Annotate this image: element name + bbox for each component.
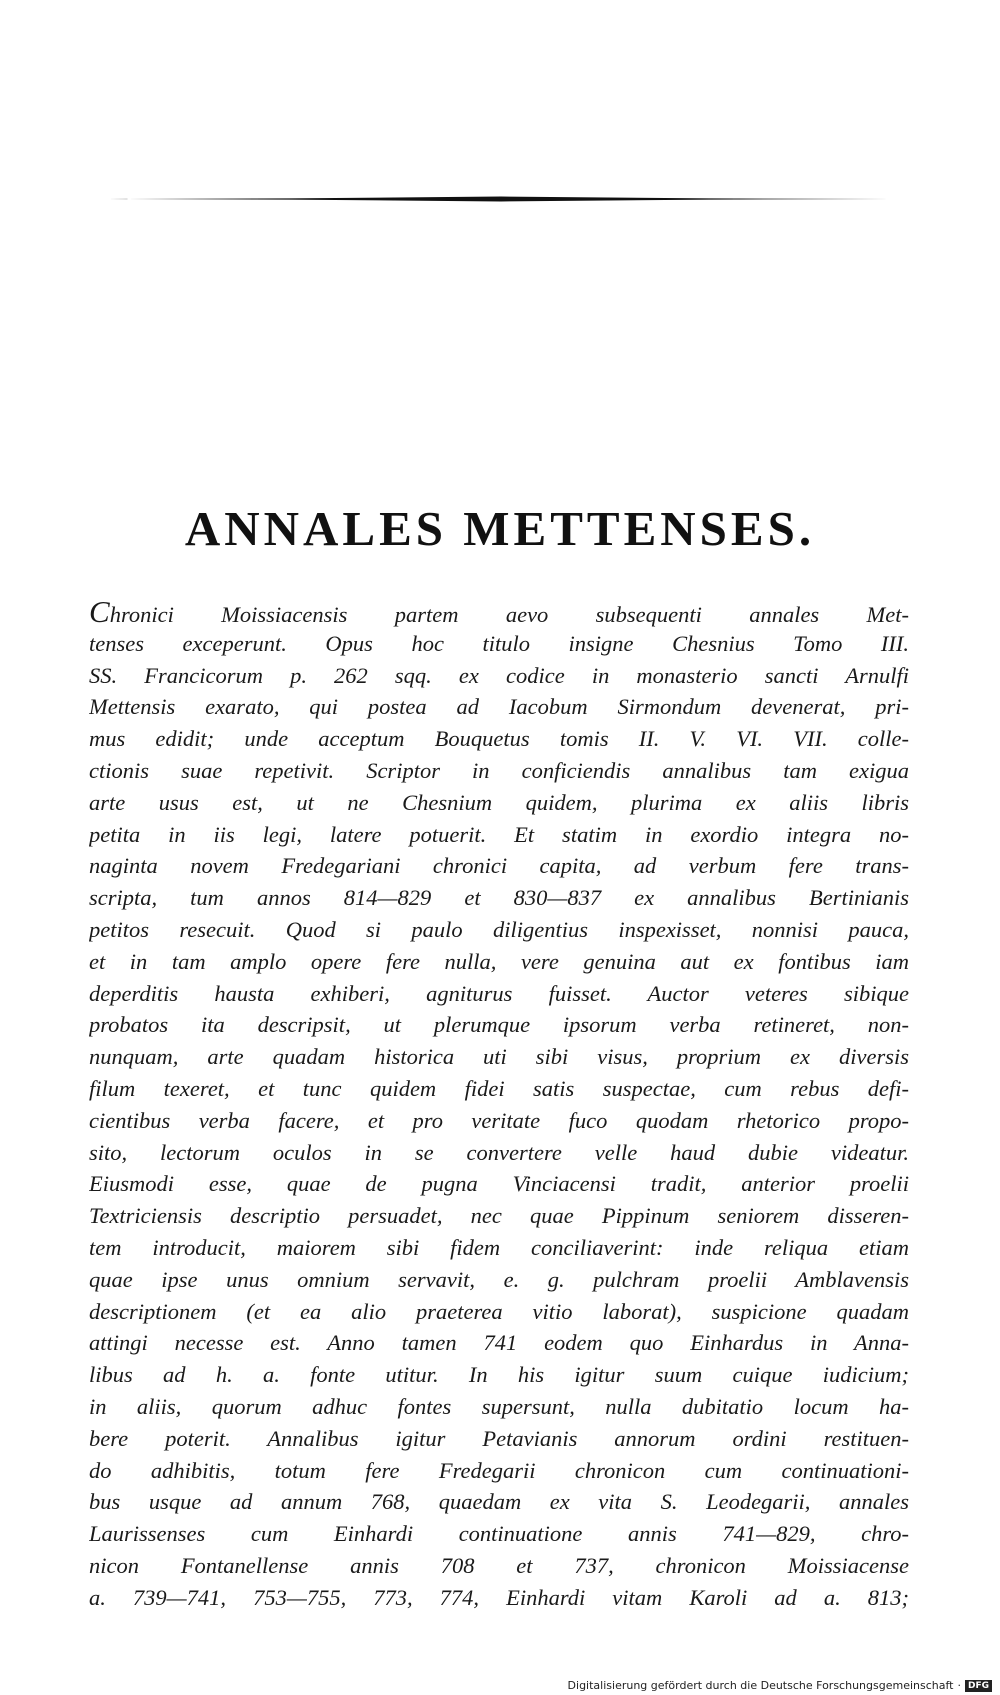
text-line: attingi necesse est. Anno tamen 741 eodem quo Einhardus in Anna-	[89, 1330, 909, 1356]
drop-cap: C	[89, 596, 110, 628]
text-line: Chronici Moissiacensis partem aevo subsequenti annales Met-	[89, 596, 909, 628]
text-line: petita in iis legi, latere potuerit. Et statim in exordio integra no-	[89, 821, 909, 847]
text-line: scripta, tum annos 814—829 et 830—837 ex annalibus Bertinianis	[89, 885, 909, 911]
text-line: ctionis suae repetivit. Scriptor in conficiendis annalibus tam exigua	[89, 757, 909, 783]
text-line: tenses exceperunt. Opus hoc titulo insigne Chesnius Tomo III.	[89, 630, 909, 656]
top-rule	[109, 196, 894, 202]
text-line: nunquam, arte quadam historica uti sibi visus, proprium ex diversis	[89, 1044, 909, 1070]
text-line: nicon Fontanellense annis 708 et 737, chronicon Moissiacense	[89, 1552, 909, 1578]
text-line: bere poterit. Annalibus igitur Petavianis annorum ordini restituen-	[89, 1425, 909, 1451]
text-line: descriptionem (et ea alio praeterea vitio laborat), suspicione quadam	[89, 1298, 909, 1324]
text-line: Textriciensis descriptio persuadet, nec quae Pippinum seniorem disseren-	[89, 1203, 909, 1229]
text-line: naginta novem Fredegariani chronici capita, ad verbum fere trans-	[89, 853, 909, 879]
text-line: a. 739—741, 753—755, 773, 774, Einhardi vitam Karoli ad a. 813;	[89, 1584, 909, 1610]
page-heading: ANNALES METTENSES.	[184, 501, 816, 556]
text-line: do adhibitis, totum fere Fredegarii chronicon cum continuationi-	[89, 1457, 909, 1483]
text-line: filum texeret, et tunc quidem fidei satis suspectae, cum rebus defi-	[89, 1075, 909, 1101]
text-line: tem introducit, maiorem sibi fidem conciliaverint: inde reliqua etiam	[89, 1234, 909, 1260]
text-line: arte usus est, ut ne Chesnium quidem, plurima ex aliis libris	[89, 789, 909, 815]
text-line: cientibus verba facere, et pro veritate fuco quodam rhetorico propo-	[89, 1107, 909, 1133]
text-line: Eiusmodi esse, quae de pugna Vinciacensi tradit, anterior proelii	[89, 1171, 909, 1197]
text-line: Laurissenses cum Einhardi continuatione annis 741—829, chro-	[89, 1521, 909, 1547]
text-line: bus usque ad annum 768, quaedam ex vita S. Leodegarii, annales	[89, 1489, 909, 1515]
text-line: Mettensis exarato, qui postea ad Iacobum Sirmondum devenerat, pri-	[89, 694, 909, 720]
text-line: libus ad h. a. fonte utitur. In his igitur suum cuique iudicium;	[89, 1362, 909, 1388]
digitization-footer: Digitalisierung gefördert durch die Deutsche Forschungsgemeinschaft · DFG	[568, 1679, 992, 1692]
text-line: sito, lectorum oculos in se convertere velle haud dubie videatur.	[89, 1139, 909, 1165]
text-line: petitos resecuit. Quod si paulo diligentius inspexisset, nonnisi pauca,	[89, 916, 909, 942]
text-line: in aliis, quorum adhuc fontes supersunt, nulla dubitatio locum ha-	[89, 1393, 909, 1419]
text-line: SS. Francicorum p. 262 sqq. ex codice in monasterio sancti Arnulfi	[89, 662, 909, 688]
text-line: probatos ita descripsit, ut plerumque ipsorum verba retineret, non-	[89, 1012, 909, 1038]
text-line: mus edidit; unde acceptum Bouquetus tomis II. V. VI. VII. colle-	[89, 726, 909, 752]
footer-text: Digitalisierung gefördert durch die Deutsche Forschungsgemeinschaft	[567, 1679, 954, 1692]
text-line: deperditis hausta exhiberi, agniturus fuisset. Auctor veteres sibique	[89, 980, 909, 1006]
dfg-logo-icon: DFG	[965, 1680, 992, 1692]
body-text	[89, 596, 909, 1614]
text-line: quae ipse unus omnium servavit, e. g. pulchram proelii Amblavensis	[89, 1266, 909, 1292]
text-line: et in tam amplo opere fere nulla, vere genuina aut ex fontibus iam	[89, 948, 909, 974]
